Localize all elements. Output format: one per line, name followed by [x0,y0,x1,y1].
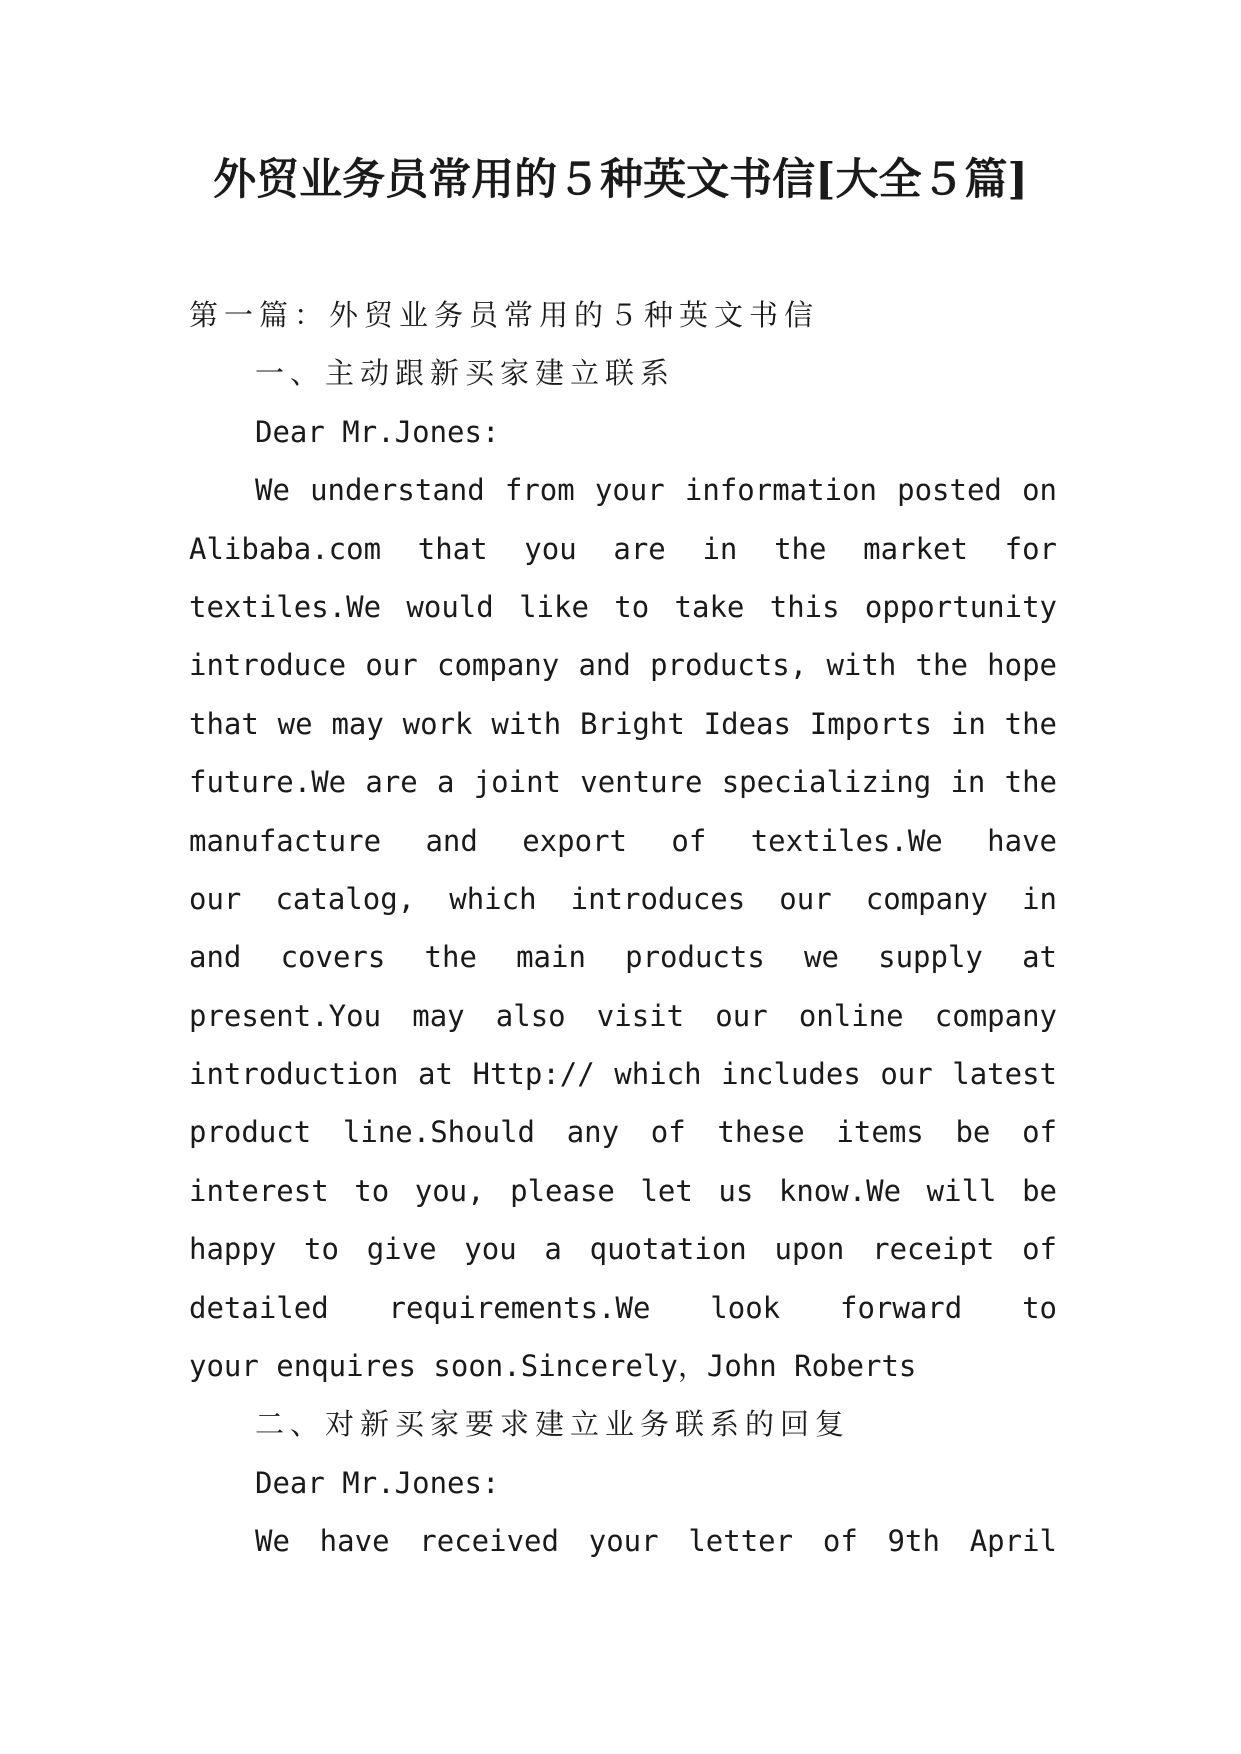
letter-line: introduction at Http:// which includes our latest [189,1057,1057,1092]
letter-line: product line.Should any of these items be of [189,1115,1057,1150]
letter-line: present.You may also visit our online company [189,998,1057,1033]
letter-line: our catalog, which introduces our company in [189,881,1057,916]
document-title: 外贸业务员常用的５种英文书信[大全５篇] [213,155,1028,205]
letter-line: manufacture and export of textiles.We have [189,823,1057,858]
letter-line: We have received your letter of 9th April [255,1524,1057,1559]
letter-line: Alibaba.com that you are in the market for [189,531,1057,566]
section-heading-1: 一、主动跟新买家建立联系 [255,356,676,391]
letter-line: textiles.We would like to take this opportunity [189,589,1057,624]
part-heading: 第一篇：外贸业务员常用的５种英文书信 [189,298,820,332]
letter-line: that we may work with Bright Ideas Imports in the [189,706,1057,741]
letter-line: interest to you, please let us know.We will be [189,1173,1057,1208]
document-body [189,286,1057,1571]
letter-line: and covers the main products we supply at [189,940,1057,975]
salutation-2: Dear Mr.Jones: [255,1465,500,1500]
section-heading-2: 二、对新买家要求建立业务联系的回复 [255,1407,851,1442]
letter-line: We understand from your information posted on [255,473,1057,508]
letter-line: detailed requirements.We look forward to [189,1290,1057,1325]
letter-line: happy to give you a quotation upon receipt of [189,1232,1057,1267]
letter-line: introduce our company and products, with the hope [189,648,1057,683]
letter-last-line: your enquires soon.Sincerely，John Roberts [189,1349,917,1384]
salutation-1: Dear Mr.Jones: [255,414,500,449]
letter-line: future.We are a joint venture specializing in the [189,765,1057,800]
